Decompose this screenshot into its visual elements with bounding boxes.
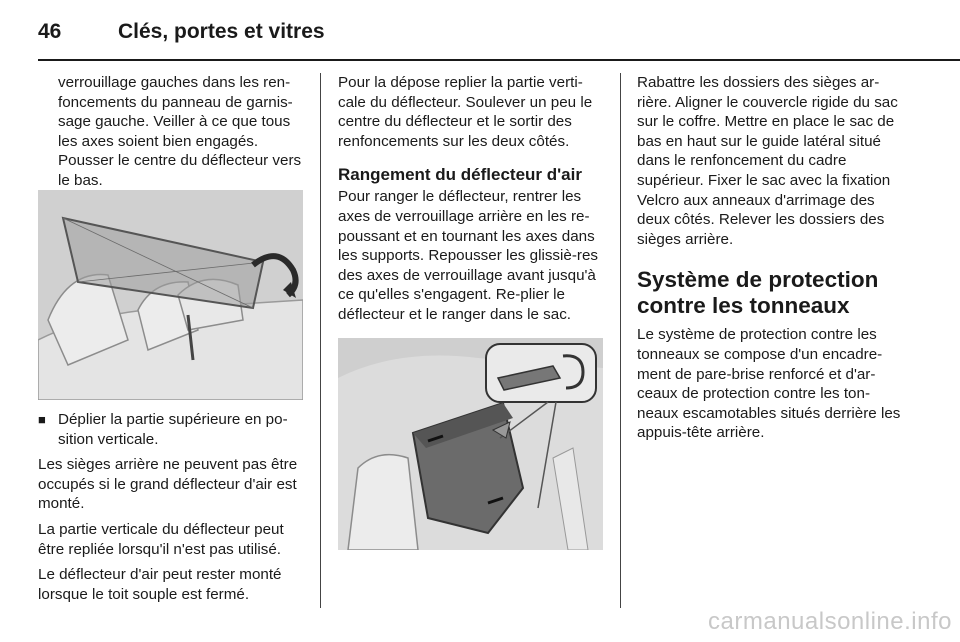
figure-storage-bag [338, 338, 603, 550]
column-divider-1 [320, 73, 321, 608]
header-rule [38, 59, 960, 61]
chapter-title: Clés, portes et vitres [118, 20, 325, 43]
paragraph-rear-seats: Les sièges arrière ne peuvent pas être occupés si le grand déflecteur d'air est monté. [38, 456, 298, 513]
heading-rollover-protection: Système de protection contre les tonneaux [637, 267, 879, 319]
storage-bag-illustration [338, 338, 603, 550]
column-2 [338, 73, 604, 331]
page-number: 46 [38, 20, 62, 43]
column-divider-2 [620, 73, 621, 608]
paragraph-soft-top: Le déflecteur d'air peut rester monté lorsque le toit souple est fermé. [38, 566, 282, 603]
watermark: carmanualsonline.info [708, 608, 952, 635]
paragraph-fold-vertical: La partie verticale du déflecteur peut être repliée lorsqu'il n'est pas utilisé. [38, 520, 284, 558]
bullet-marker: ■ [38, 412, 46, 427]
column-1 [38, 73, 305, 197]
paragraph-removal: Pour la dépose replier la partie verti-cale du déflecteur. Soulever un peu le centre du déflecteur et le sortir des renfoncements sur les deux côtés. [338, 74, 593, 150]
paragraph-storage: Pour ranger le déflecteur, rentrer les axes de verrouillage arrière en les re-poussant et en tournant les axes dans les supports. Repousser les glissiè-res des axes de verrouillage avant jusqu'à ce qu'elles s'engagent. Re-plier le déflecteur et le ranger dans le sac. [338, 188, 598, 323]
figure-wind-deflector [38, 190, 303, 400]
heading-storage: Rangement du déflecteur d'air [338, 165, 582, 185]
paragraph-rollover: Le système de protection contre les tonneaux se compose d'un encadre-ment de pare-brise renforcé et d'ar-ceaux de protection contre les ton-neaux escamotables situés derrière les appuis-tête arrière. [637, 326, 901, 442]
paragraph-bag-fitting: Rabattre les dossiers des sièges ar-rière. Aligner le couvercle rigide du sac sur le coffre. Mettre en place le sac de bas en haut sur le guide latéral situé dans le renfoncement du cadre supérieur. Fixer le sac avec la fixation Velcro aux anneaux d'arrimage des deux côtés. Relever les dossiers des sièges arrière. [637, 74, 898, 248]
car-deflector-illustration [38, 190, 303, 400]
column-3 [637, 73, 905, 449]
paragraph-install-end: verrouillage gauches dans les ren-foncements du panneau de garnis-sage gauche. Veiller à ce que tous les axes soient bien engagés. Pousser le centre du déflecteur vers le bas. [58, 74, 302, 189]
bullet-text: Déplier la partie supérieure en po-sition verticale. [58, 411, 288, 448]
bullet-unfold [38, 410, 305, 449]
column-1-lower [38, 410, 305, 610]
